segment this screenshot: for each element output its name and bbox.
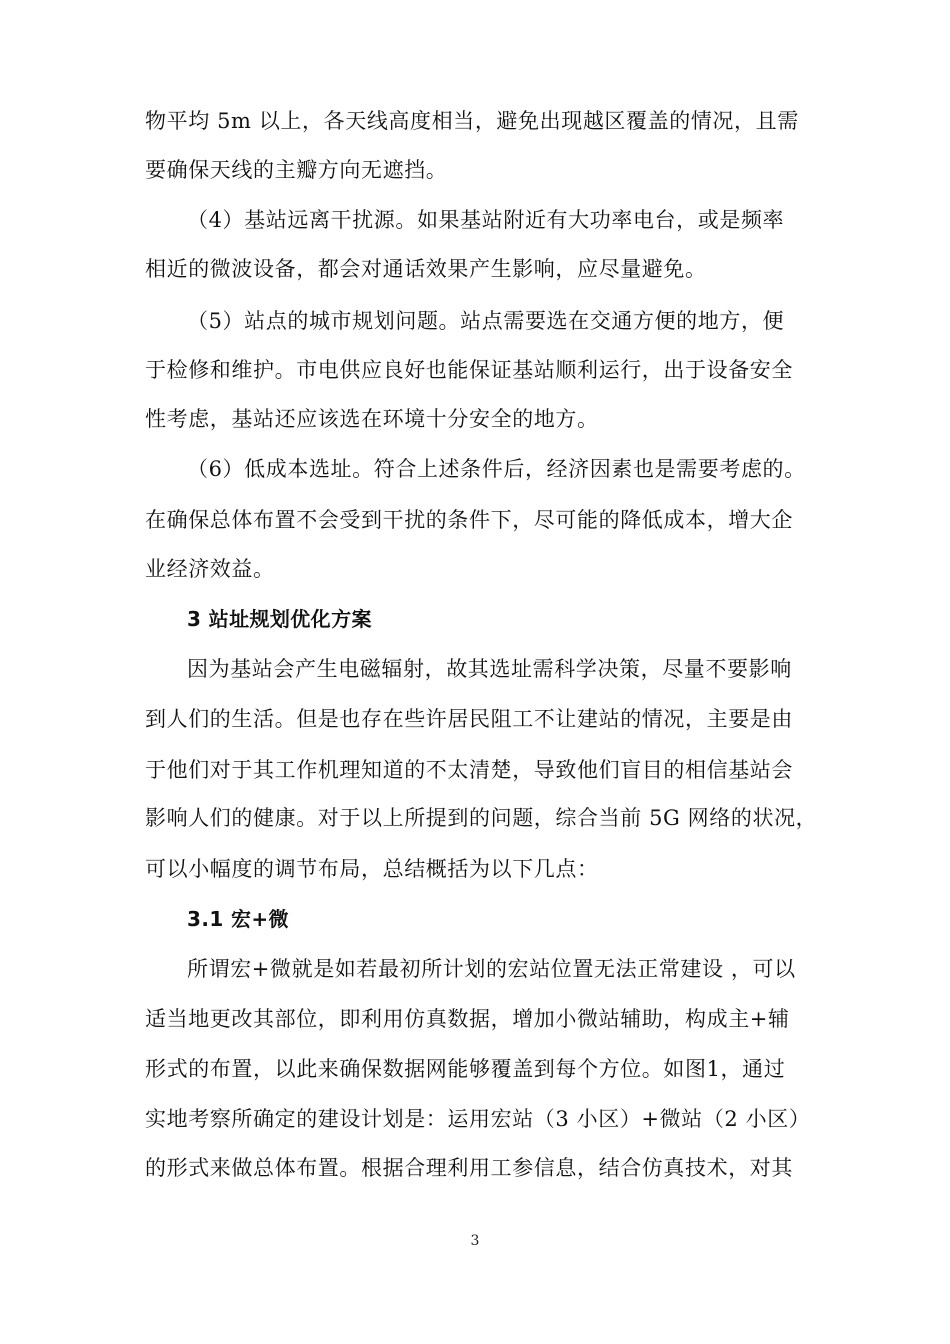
body-text-line: 实地考察所确定的建设计划是：运用宏站（3 小区）+微站（2 小区） (145, 1107, 811, 1131)
body-text-line: 在确保总体布置不会受到干扰的条件下，尽可能的降低成本，增大企 (145, 508, 793, 532)
body-text-line: 适当地更改其部位，即利用仿真数据，增加小微站辅助，构成主+辅 (145, 1007, 790, 1031)
body-text-line: 所谓宏+微就是如若最初所计划的宏站位置无法正常建设 ，可以 (187, 957, 796, 981)
body-text-line: 于检修和维护。市电供应良好也能保证基站顺利运行，出于设备安全 (145, 358, 793, 382)
body-text-line: 性考虑，基站还应该选在环境十分安全的地方。 (145, 407, 599, 431)
body-text-line: 要确保天线的主瓣方向无遮挡。 (145, 158, 448, 182)
page-number: 3 (470, 1233, 480, 1249)
body-text-line: 因为基站会产生电磁辐射，故其选址需科学决策，尽量不要影响 (187, 657, 792, 681)
body-text-line: 相近的微波设备，都会对通话效果产生影响，应尽量避免。 (145, 257, 707, 281)
body-text-line: 于他们对于其工作机理知道的不太清楚，导致他们盲目的相信基站会 (145, 758, 793, 782)
body-text-line: 到人们的生活。但是也存在些许居民阻工不让建站的情况，主要是由 (145, 707, 793, 731)
body-text-line: 影响人们的健康。对于以上所提到的问题，综合当前 5G 网络的状况， (145, 806, 818, 830)
body-text-line: 业经济效益。 (145, 557, 275, 581)
body-text-line: 物平均 5m 以上，各天线高度相当，避免出现越区覆盖的情况，且需 (145, 109, 799, 133)
body-text-line: 可以小幅度的调节布局，总结概括为以下几点： (145, 857, 599, 881)
body-text-line: （6）低成本选址。符合上述条件后，经济因素也是需要考虑的。 (187, 457, 806, 481)
body-text-line: 形式的布置，以此来确保数据网能够覆盖到每个方位。如图1，通过 (145, 1057, 786, 1081)
section-heading: 3 站址规划优化方案 (187, 607, 372, 631)
subsection-heading: 3.1 宏+微 (187, 907, 289, 931)
body-text-line: （5）站点的城市规划问题。站点需要选在交通方便的地方，便 (187, 309, 785, 333)
body-text-line: （4）基站远离干扰源。如果基站附近有大功率电台，或是频率 (187, 208, 785, 232)
body-text-line: 的形式来做总体布置。根据合理利用工参信息，结合仿真技术，对其 (145, 1156, 793, 1180)
